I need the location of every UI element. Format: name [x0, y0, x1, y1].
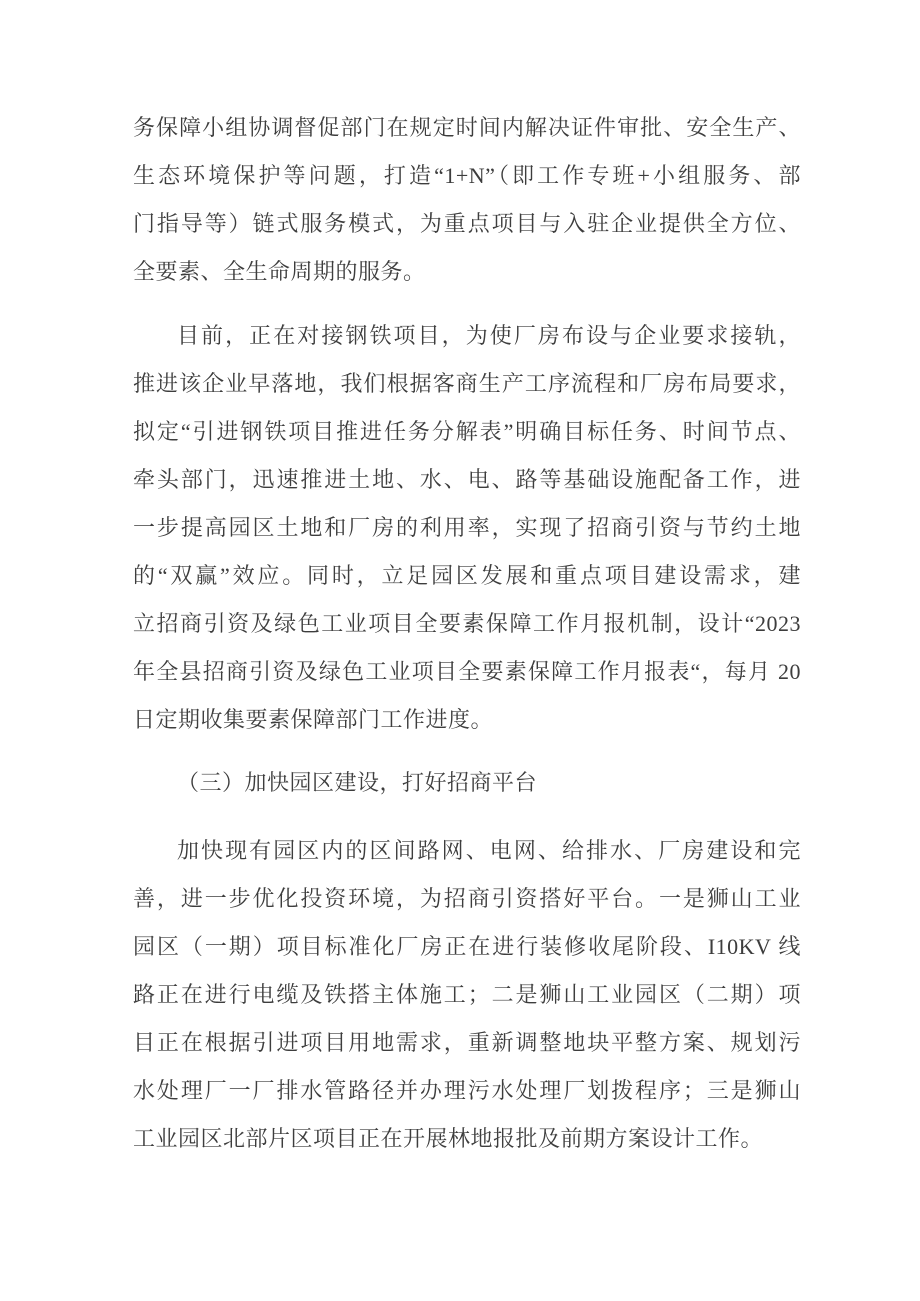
text-line: 的“双赢”效应。同时，立足园区发展和重点项目建设需求，建: [133, 563, 801, 588]
text-line: 生态环境保护等问题，打造“1+N”（即工作专班+小组服务、部: [133, 163, 801, 188]
text-line: 推进该企业早落地，我们根据客商生产工序流程和厂房布局要求，: [133, 371, 801, 396]
text-line: 日定期收集要素保障部门工作进度。: [133, 707, 494, 732]
text-line: 水处理厂一厂排水管路径并办理污水处理厂划拨程序；三是狮山: [133, 1078, 801, 1103]
text-line: 一步提高园区土地和厂房的利用率，实现了招商引资与节约土地: [133, 515, 801, 540]
paragraph-park-construction: [133, 827, 801, 1163]
text-line: 年全县招商引资及绿色工业项目全要素保障工作月报表“，每月 20: [133, 659, 801, 684]
text-line: 加快现有园区内的区间路网、电网、给排水、厂房建设和完: [177, 838, 801, 863]
paragraph-continuation: [133, 104, 801, 296]
text-line: 善，进一步优化投资环境，为招商引资搭好平台。一是狮山工业: [133, 886, 801, 911]
text-line: 目正在根据引进项目用地需求，重新调整地块平整方案、规划污: [133, 1030, 801, 1055]
text-line: 立招商引资及绿色工业项目全要素保障工作月报机制，设计“2023: [133, 611, 801, 636]
text-line: 门指导等）链式服务模式，为重点项目与入驻企业提供全方位、: [133, 211, 801, 236]
section-heading-line: （三）加快园区建设，打好招商平台: [177, 770, 538, 795]
text-line: 路正在进行电缆及铁搭主体施工；二是狮山工业园区（二期）项: [133, 982, 801, 1007]
text-line: 务保障小组协调督促部门在规定时间内解决证件审批、安全生产、: [133, 115, 801, 140]
text-line: 工业园区北部片区项目正在开展林地报批及前期方案设计工作。: [133, 1126, 764, 1151]
text-line: 园区（一期）项目标准化厂房正在进行装修收尾阶段、I10KV 线: [133, 934, 801, 959]
text-line: 牵头部门，迅速推进土地、水、电、路等基础设施配备工作，进: [133, 467, 801, 492]
text-line: 拟定“引进钢铁项目推进任务分解表”明确目标任务、时间节点、: [133, 419, 801, 444]
section-heading-3: [133, 759, 801, 807]
document-body: [133, 104, 801, 1163]
paragraph-steel-project: [133, 312, 801, 744]
text-line: 全要素、全生命周期的服务。: [133, 259, 426, 284]
text-line: 目前，正在对接钢铁项目，为使厂房布设与企业要求接轨，: [177, 323, 801, 348]
